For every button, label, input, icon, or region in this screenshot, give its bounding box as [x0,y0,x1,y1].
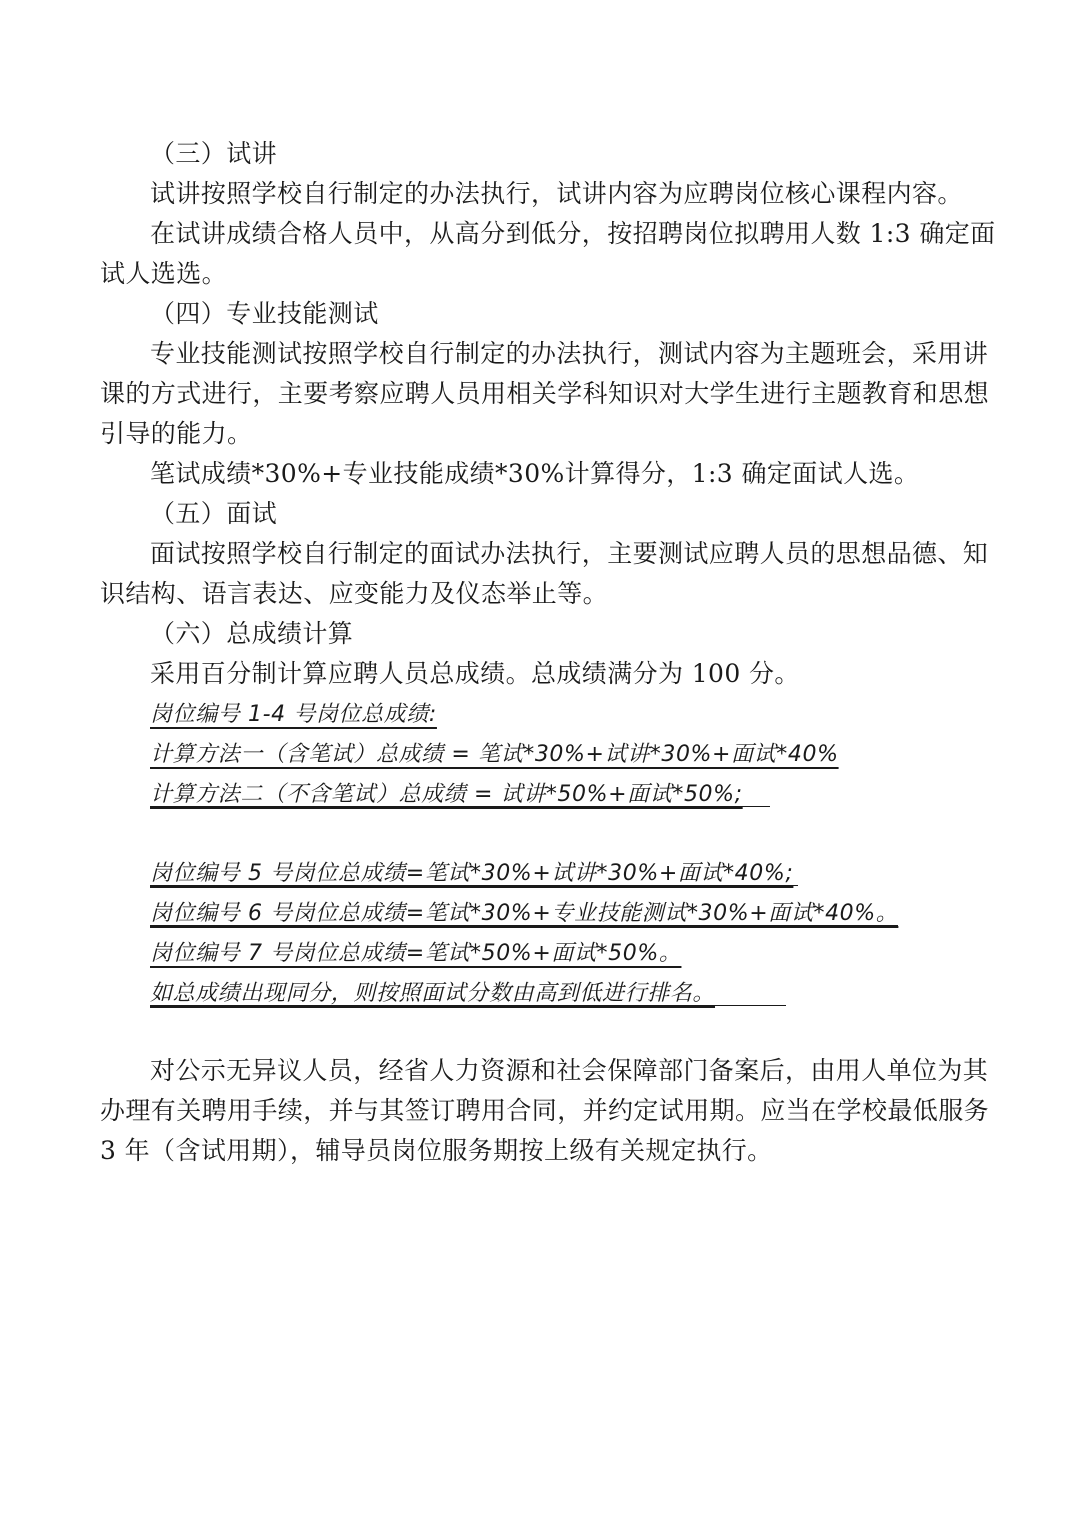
closing-paragraph-line-3: 3 年（含试用期），辅导员岗位服务期按上级有关规定执行。 [100,1136,773,1165]
formula-method-2: 计算方法二（不含笔试）总成绩 = 试讲*50%+面试*50%; [150,782,743,807]
closing-paragraph-line-2: 办理有关聘用手续，并与其签订聘用合同，并约定试用期。应当在学校最低服务 [100,1096,990,1125]
section-3-heading: （三）试讲 [150,139,278,168]
formula-post-5: 岗位编号 5 号岗位总成绩=笔试*30%+试讲*30%+面试*40%; [150,861,794,886]
section-4-paragraph-2: 笔试成绩*30%+专业技能成绩*30%计算得分，1:3 确定面试人选。 [150,459,920,488]
tie-breaking-rule: 如总成绩出现同分，则按照面试分数由高到低进行排名。 [150,981,716,1006]
section-4-paragraph-1-line-3: 引导的能力。 [100,419,253,448]
formula-header-posts-1-4: 岗位编号 1-4 号岗位总成绩: [150,702,437,727]
section-3-paragraph-2-line-2: 试人选选。 [100,259,228,288]
tie-breaking-rule-underline-rule [150,1005,786,1006]
section-5-paragraph-line-2: 识结构、语言表达、应变能力及仪态举止等。 [100,579,609,608]
formula-post-5-underline-rule [150,885,798,886]
section-4-paragraph-1-line-2: 课的方式进行，主要考察应聘人员用相关学科知识对大学生进行主题教育和思想 [100,379,990,408]
formula-post-7: 岗位编号 7 号岗位总成绩=笔试*50%+面试*50%。 [150,941,682,966]
section-3-paragraph-2-line-1: 在试讲成绩合格人员中，从高分到低分，按招聘岗位拟聘用人数 1:3 确定面 [150,219,996,248]
section-4-paragraph-1-line-1: 专业技能测试按照学校自行制定的办法执行，测试内容为主题班会，采用讲 [150,339,989,368]
formula-post-6: 岗位编号 6 号岗位总成绩=笔试*30%+专业技能测试*30%+面试*40%。 [150,901,899,926]
closing-paragraph-line-1: 对公示无异议人员，经省人力资源和社会保障部门备案后，由用人单位为其 [150,1056,989,1085]
formula-post-6-underline-rule [150,925,898,926]
section-6-paragraph-1: 采用百分制计算应聘人员总成绩。总成绩满分为 100 分。 [150,659,800,688]
formula-method-2-underline-rule [150,806,770,807]
section-3-paragraph-1: 试讲按照学校自行制定的办法执行，试讲内容为应聘岗位核心课程内容。 [150,179,963,208]
section-5-paragraph-line-1: 面试按照学校自行制定的面试办法执行，主要测试应聘人员的思想品德、知 [150,539,989,568]
section-5-heading: （五）面试 [150,499,278,528]
formula-method-1: 计算方法一（含笔试）总成绩 = 笔试*30%+试讲*30%+面试*40% [150,742,839,767]
section-4-heading: （四）专业技能测试 [150,299,379,328]
section-6-heading: （六）总成绩计算 [150,619,354,648]
